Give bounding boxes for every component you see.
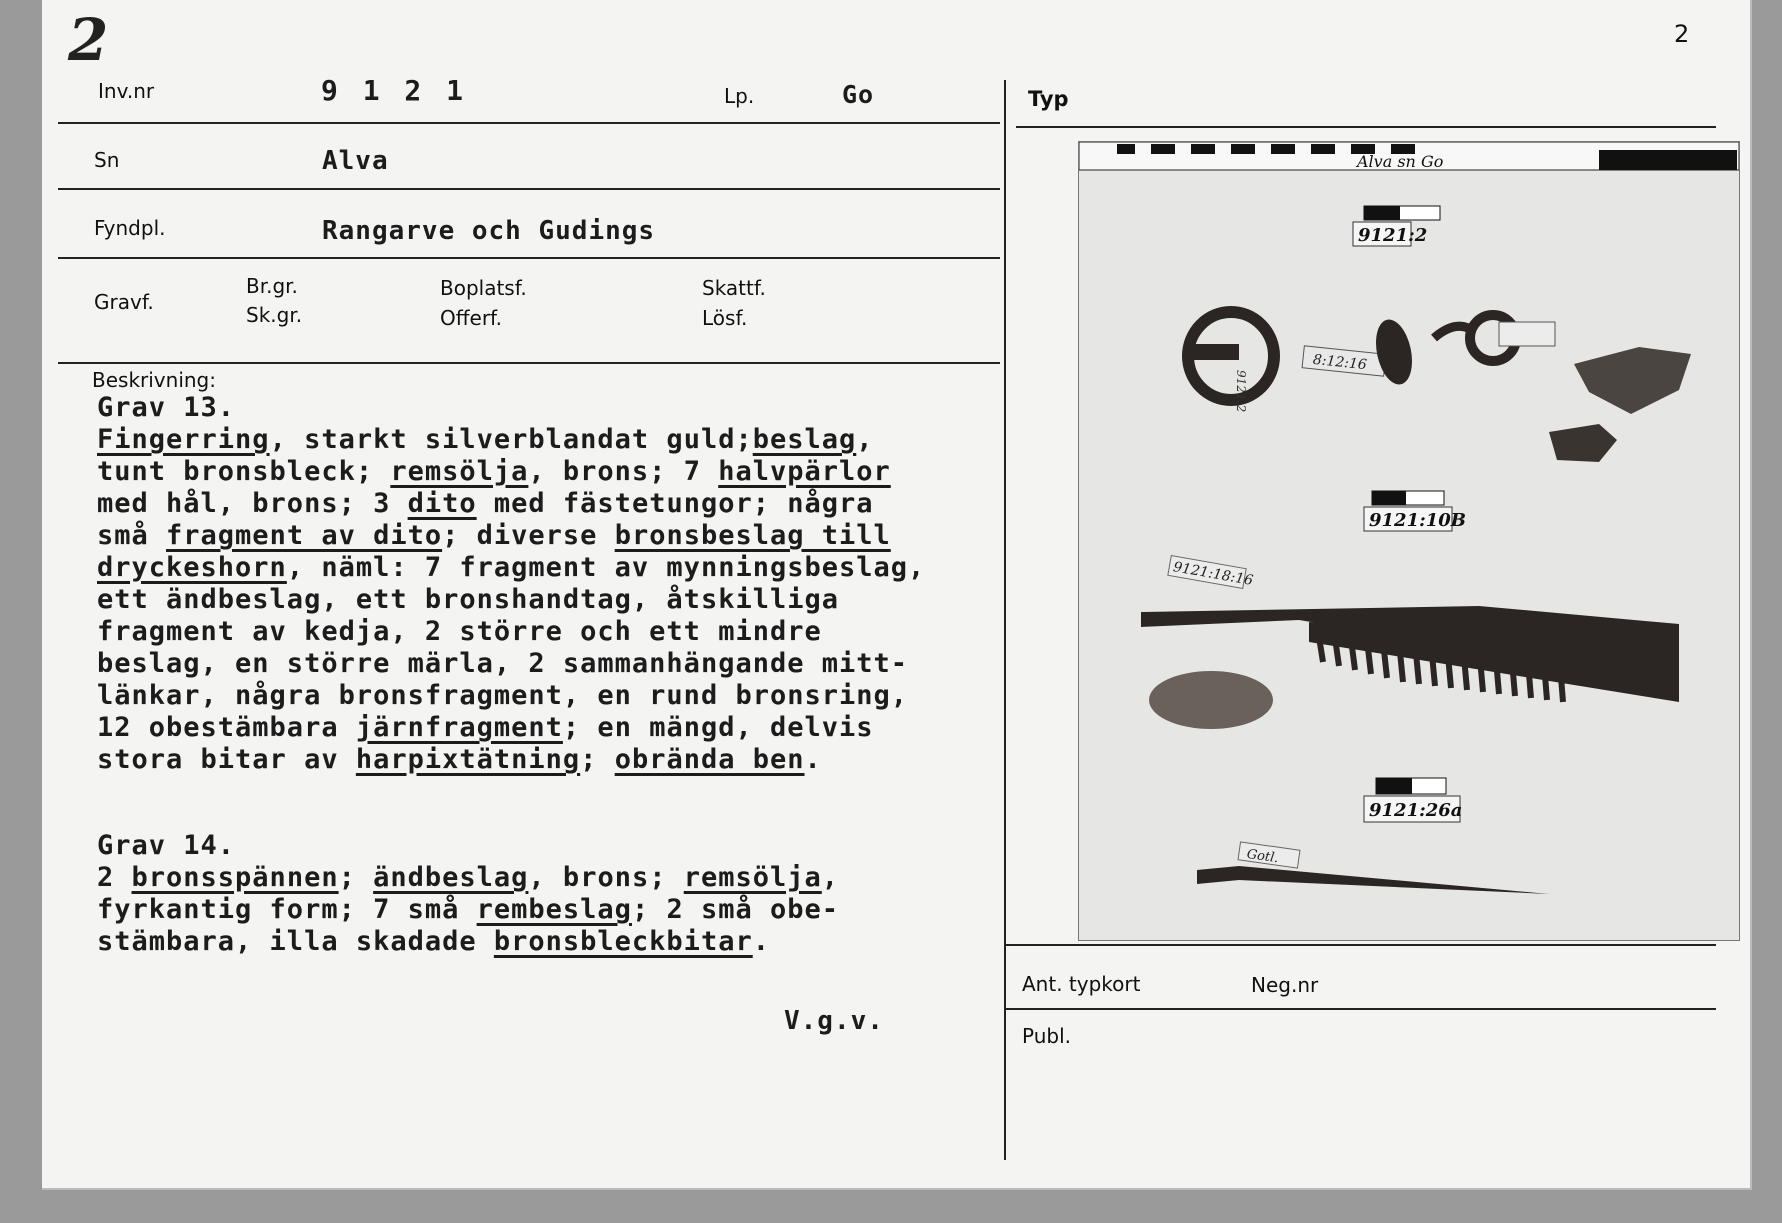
desc-text: stora bitar av	[97, 744, 356, 775]
desc-text: små	[97, 520, 167, 551]
desc-line	[97, 862, 1027, 894]
fyndpl-label: Fyndpl.	[94, 216, 166, 240]
desc-line	[97, 712, 1027, 744]
keyword: järnfragment	[355, 712, 563, 743]
desc-text: ; 2 små obe-	[631, 894, 840, 925]
row-divider	[58, 188, 1000, 190]
keyword: bronsspännen	[131, 862, 339, 893]
publ-label: Publ.	[1022, 1024, 1071, 1048]
keyword: rembeslag	[476, 894, 632, 925]
keyword: beslag	[752, 424, 857, 455]
keyword: dito	[407, 488, 477, 519]
typ-label: Typ	[1028, 87, 1069, 111]
desc-text: , brons;	[528, 862, 684, 893]
desc-text: med hål, brons; 3	[97, 488, 408, 519]
desc-line	[97, 488, 1027, 520]
sn-label: Sn	[94, 148, 120, 172]
desc-line	[97, 520, 1027, 552]
desc-line: ett ändbeslag, ett bronshandtag, åtskilliga	[97, 584, 839, 615]
keyword: harpixtätning	[355, 744, 581, 775]
desc-line: fragment av kedja, 2 större och ett mindre	[97, 616, 822, 647]
desc-text: ,	[821, 862, 840, 893]
catalog-card	[42, 0, 1752, 1190]
desc-line: länkar, några bronsfragment, en rund bronsring,	[97, 680, 909, 711]
desc-text: , starkt silverblandat guld;	[269, 424, 753, 455]
row-divider	[58, 362, 1000, 364]
desc-text: , brons; 7	[528, 456, 719, 487]
desc-text: ;	[338, 862, 374, 893]
desc-text: ,	[856, 424, 874, 455]
keyword: ändbeslag	[373, 862, 529, 893]
keyword: halvpärlor	[718, 456, 891, 487]
grav14-heading: Grav 14.	[97, 830, 236, 861]
desc-text: , näml: 7 fragment av mynningsbeslag,	[286, 552, 926, 583]
desc-line: beslag, en större märla, 2 sammanhängande mitt-	[97, 648, 909, 679]
desc-text: stämbara, illa skadade	[97, 926, 494, 957]
artifact-photo	[1078, 141, 1740, 941]
negnr-label: Neg.nr	[1251, 973, 1319, 997]
tag-label: 9121:10B	[1369, 510, 1467, 531]
vgv-note: V.g.v.	[784, 1006, 884, 1036]
losf-label: Lösf.	[702, 306, 748, 330]
desc-line	[97, 926, 1027, 958]
desc-line	[97, 552, 1027, 584]
desc-text: tunt bronsbleck;	[97, 456, 391, 487]
desc-text: ; diverse	[442, 520, 615, 551]
desc-text: 2	[97, 862, 132, 893]
comb-tag: 9121:18:16	[1171, 559, 1255, 589]
brgr-label: Br.gr.	[246, 274, 298, 298]
boplatsf-label: Boplatsf.	[440, 276, 527, 300]
keyword: Fingerring	[97, 424, 270, 455]
row-divider	[1004, 1008, 1716, 1010]
tag-label: 9121:2	[1358, 225, 1428, 246]
row-divider	[58, 122, 1000, 124]
keyword: remsölja	[390, 456, 529, 487]
description-grav14	[97, 830, 1027, 958]
desc-text: .	[752, 926, 770, 957]
desc-text: 12 obestämbara	[97, 712, 356, 743]
tag-label: 9121:26a	[1369, 800, 1463, 821]
desc-text: .	[804, 744, 822, 775]
gravf-label: Gravf.	[94, 290, 154, 314]
lp-value: Go	[842, 80, 875, 109]
grav13-heading: Grav 13.	[97, 392, 236, 423]
inv-label: Inv.nr	[98, 79, 155, 103]
bead-tag: 8:12:16	[1312, 351, 1368, 374]
keyword: remsölja	[683, 862, 822, 893]
desc-text: med fästetungor; några	[476, 488, 874, 519]
sn-value: Alva	[322, 146, 389, 176]
offerf-label: Offerf.	[440, 306, 502, 330]
skattf-label: Skattf.	[702, 276, 766, 300]
row-divider	[58, 257, 1000, 259]
desc-text: ; en mängd, delvis	[562, 712, 874, 743]
scale-caption: Alva sn Go	[1357, 152, 1444, 171]
beskrivning-label: Beskrivning:	[92, 368, 216, 392]
page-number: 2	[1674, 20, 1690, 48]
desc-text: fyrkantig form; 7 små	[97, 894, 477, 925]
keyword: bronsbleckbitar	[493, 926, 753, 957]
artifact-photo-drawing	[1079, 142, 1739, 940]
description-grav13	[97, 392, 1027, 776]
fyndpl-value: Rangarve och Gudings	[322, 216, 656, 246]
ant-typkort-label: Ant. typkort	[1022, 972, 1141, 996]
keyword: fragment av dito	[166, 520, 443, 551]
ring-tag: 9121:2	[1234, 370, 1248, 413]
keyword: bronsbeslag till	[614, 520, 891, 551]
skgr-label: Sk.gr.	[246, 303, 303, 327]
row-divider	[1004, 944, 1716, 946]
lp-label: Lp.	[724, 84, 755, 108]
card-number-handwritten: 2	[68, 6, 109, 74]
pin-tag: Gotl.	[1245, 846, 1280, 867]
inv-value: 9 1 2 1	[321, 74, 468, 107]
keyword: obrända ben	[614, 744, 805, 775]
desc-text: ;	[580, 744, 615, 775]
desc-line	[97, 894, 1027, 926]
desc-line	[97, 424, 1027, 456]
desc-line	[97, 456, 1027, 488]
desc-line	[97, 744, 1027, 776]
keyword: dryckeshorn	[97, 552, 287, 583]
row-divider	[1016, 126, 1716, 128]
